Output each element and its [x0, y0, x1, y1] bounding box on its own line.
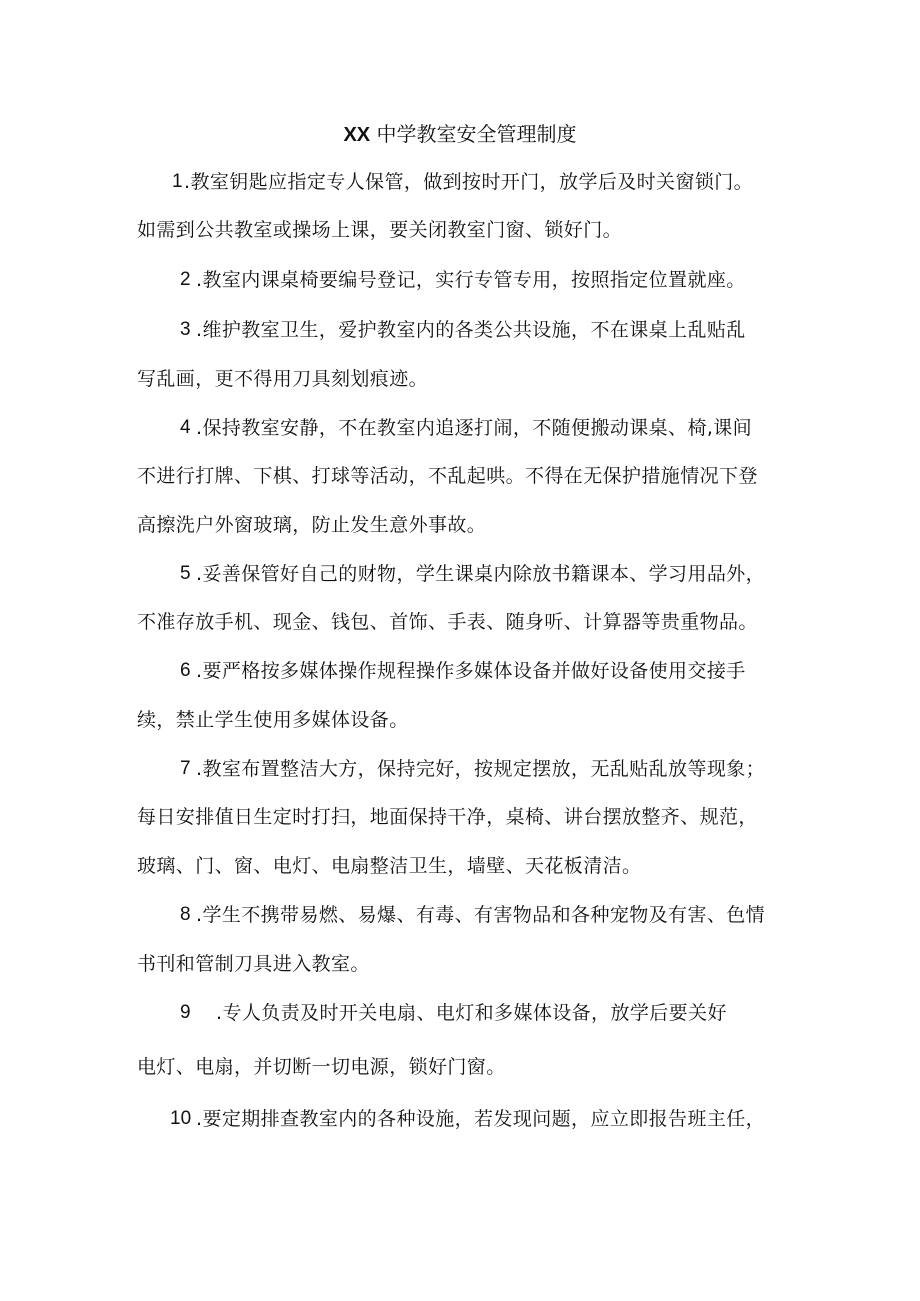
- item-4-line-2: 不进行打牌、下棋、打球等活动，不乱起哄。不得在无保护措施情况下登: [137, 465, 758, 487]
- item-10-line-1: .要定期排查教室内的各种设施，若发现问题，应立即报告班主任，: [196, 1108, 766, 1130]
- item-5-line-2: 不准存放手机、现金、钱包、首饰、手表、随身听、计算器等贵重物品。: [137, 611, 758, 633]
- item-6-line-2: 续，禁止学生使用多媒体设备。: [137, 709, 409, 731]
- item-number: 9: [180, 1002, 191, 1023]
- item-9-line-2: 电灯、电扇，并切断一切电源，锁好门窗。: [137, 1056, 506, 1078]
- page-title: [0, 119, 920, 150]
- item-8-line-2: 书刊和管制刀具进入教室。: [137, 953, 370, 975]
- item-6-line-1: .要严格按多媒体操作规程操作多媒体设备并做好设备使用交接手: [196, 660, 746, 682]
- item-1-line-1: .教室钥匙应指定专人保管，做到按时开门，放学后及时关窗锁门。: [184, 171, 754, 193]
- item-number: 4: [180, 417, 191, 438]
- item-7-line-1: .教室布置整洁大方，保持完好，按规定摆放，无乱贴乱放等现象；: [196, 758, 766, 780]
- item-number: 1: [172, 171, 183, 192]
- title-text: 中学教室安全管理制度: [376, 122, 577, 146]
- item-number: 10: [170, 1108, 192, 1129]
- item-number: 6: [180, 660, 191, 681]
- item-7-line-3: 玻璃、门、窗、电灯、电扇整洁卫生，墙壁、天花板清洁。: [137, 855, 642, 877]
- item-number: 3: [180, 319, 191, 340]
- item-number: 5: [180, 563, 191, 584]
- item-7-line-2: 每日安排值日生定时打扫，地面保持干净，桌椅、讲台摆放整齐、规范，: [137, 806, 758, 828]
- item-9-line-1: .专人负责及时开关电扇、电灯和多媒体设备，放学后要关好: [216, 1002, 727, 1024]
- item-3-line-1: .维护教室卫生，爱护教室内的各类公共设施，不在课桌上乱贴乱: [196, 319, 746, 341]
- item-4-line-1: .保持教室安静，不在教室内追逐打闹，不随便搬动课桌、椅,课间: [196, 417, 753, 439]
- item-5-line-1: .妥善保管好自己的财物，学生课桌内除放书籍课本、学习用品外，: [196, 563, 766, 585]
- item-8-line-1: .学生不携带易燃、易爆、有毒、有害物品和各种宠物及有害、色情: [196, 904, 766, 926]
- item-4-line-3: 高擦洗户外窗玻璃，防止发生意外事故。: [137, 514, 487, 536]
- item-number: 2: [180, 269, 191, 290]
- item-number: 8: [180, 904, 191, 925]
- item-1-line-2: 如需到公共教室或操场上课，要关闭教室门窗、锁好门。: [137, 219, 623, 241]
- title-brand: XX: [343, 124, 371, 146]
- item-3-line-2: 写乱画，更不得用刀具刻划痕迹。: [137, 368, 429, 390]
- item-number: 7: [180, 758, 191, 779]
- item-2-line-1: .教室内课桌椅要编号登记，实行专管专用，按照指定位置就座。: [196, 269, 746, 291]
